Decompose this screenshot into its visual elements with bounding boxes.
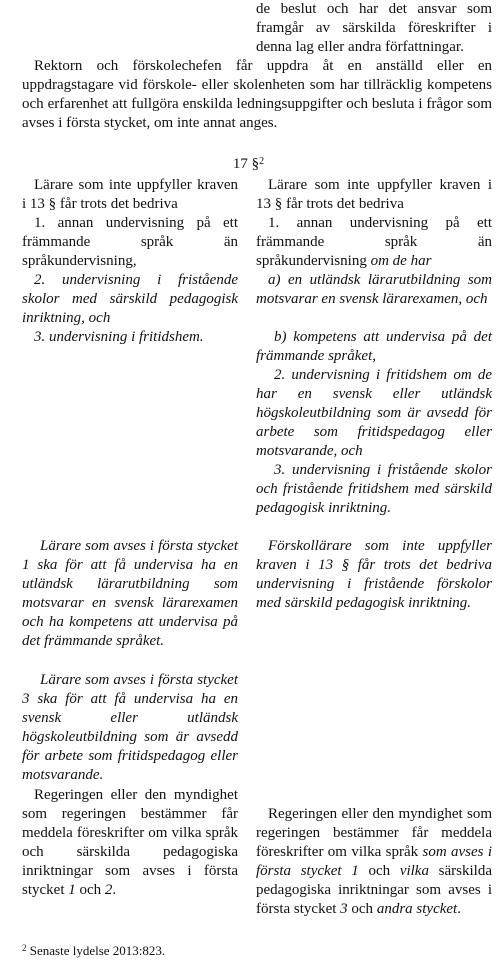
- left-item-3-text: 3. undervisning i fritidshem.: [34, 329, 204, 345]
- left-regulation-paragraph: [22, 786, 238, 900]
- right-item-2: [256, 366, 492, 461]
- left-item-3: [22, 328, 238, 347]
- right-item-a-text: a) en utländsk lärarutbildning som motsvarar en svensk lärarexamen, och: [256, 272, 492, 307]
- section-label: 17 §: [232, 156, 260, 172]
- left-regulation-text-3: .: [112, 882, 117, 898]
- footnote-text: Senaste lydelse 2013:823.: [26, 943, 166, 958]
- left-item-1: 1. annan undervisning på ett främmande språk än språkundervisning,: [22, 215, 238, 269]
- left-paragraph-b-text: Lärare som avses i första stycket 3 ska för att få undervisa ha en svensk eller utländsk högskoleutbildning som är avsedd för arbete som fritidspedagog eller motsvarande.: [22, 672, 238, 783]
- right-regulation-emph-2: vilka: [399, 863, 429, 879]
- right-regulation-text-3: särskilda pedagogiska inriktningar som avses i första stycket: [256, 863, 492, 917]
- delegation-paragraph: Rektorn och förskolechefen får uppdra åt en anställd eller en uppdragstagare vid förskole- eller skolenheten som har tillräcklig kompetens och erfarenhet att fullgöra enskilda ledningsuppgifter och besluta i frågor som avses i första stycket, om inte annat anges.: [22, 58, 492, 131]
- right-regulation-emph-1: som avses i första stycket 1: [256, 844, 492, 879]
- left-item-2-text: 2. undervisning i fristående skolor med särskild pedagogisk inriktning, och: [22, 272, 238, 326]
- right-item-1: [256, 214, 492, 271]
- left-intro: Lärare som inte uppfyller kraven i 13 § får trots det bedriva: [22, 177, 238, 212]
- right-paragraph: [256, 537, 492, 613]
- left-paragraph-a: [22, 537, 238, 651]
- right-regulation-text-2: och: [358, 863, 400, 879]
- section-heading: [0, 155, 497, 174]
- right-regulation-text: Regeringen eller den myndighet som regeringen bestämmer får meddela föreskrifter om vilka språk: [256, 806, 492, 860]
- right-regulation-emph-3: 3: [340, 901, 348, 917]
- footnote-divider: [22, 920, 162, 921]
- right-item-b-text: b) kompetens att undervisa på det främmande språket,: [256, 329, 492, 364]
- right-item-3: [256, 461, 492, 518]
- right-item-a: [256, 271, 492, 309]
- continued-paragraph: de beslut och har det ansvar som framgår av särskilda föreskrifter i denna lag eller andra författningar.: [256, 1, 492, 55]
- right-regulation-paragraph: [256, 805, 492, 919]
- right-regulation-text-5: .: [457, 901, 461, 917]
- right-regulation-text-4: och: [347, 901, 377, 917]
- right-paragraph-text: Förskollärare som inte uppfyller kraven i 13 § får trots det bedriva undervisning i fristående förskolor med särskild pedagogisk inriktning.: [256, 538, 492, 611]
- left-regulation-emph-2: 2: [104, 882, 113, 898]
- right-item-3-text: 3. undervisning i fristående skolor och fristående fritidshem med särskild pedagogisk inriktning.: [256, 462, 492, 516]
- right-item-1-emph: om de har: [370, 253, 432, 269]
- left-paragraph-b: [22, 671, 238, 785]
- left-regulation-emph-1: 1: [68, 882, 76, 898]
- right-item-2-text: 2. undervisning i fritidshem om de har en svensk eller utländsk högskoleutbildning som är avsedd för arbete som fritidspedagog eller motsvarande, och: [256, 367, 492, 459]
- left-item-2: [22, 271, 238, 328]
- footnote-reference: 2: [259, 156, 265, 167]
- left-paragraph-a-text: Lärare som avses i första stycket 1 ska för att få undervisa ha en utländsk lärarutbildning som motsvarar en svensk lärarexamen och ha kompetens att undervisa på det främmande språket.: [22, 538, 238, 649]
- right-item-1-text: 1. annan undervisning på ett främmande språk än språkundervisning: [256, 215, 492, 269]
- right-item-b: [256, 328, 492, 366]
- left-regulation-text-2: och: [75, 882, 105, 898]
- right-regulation-emph-4: andra stycket: [376, 901, 458, 917]
- footnote-mark: 2: [22, 943, 27, 953]
- footnote: [22, 941, 165, 960]
- right-intro: Lärare som inte uppfyller kraven i 13 § får trots det bedriva: [256, 177, 492, 212]
- left-regulation-text: Regeringen eller den myndighet som regeringen bestämmer får meddela föreskrifter om vilka språk och särskilda pedagogiska inriktningar som avses i första stycket: [22, 787, 238, 898]
